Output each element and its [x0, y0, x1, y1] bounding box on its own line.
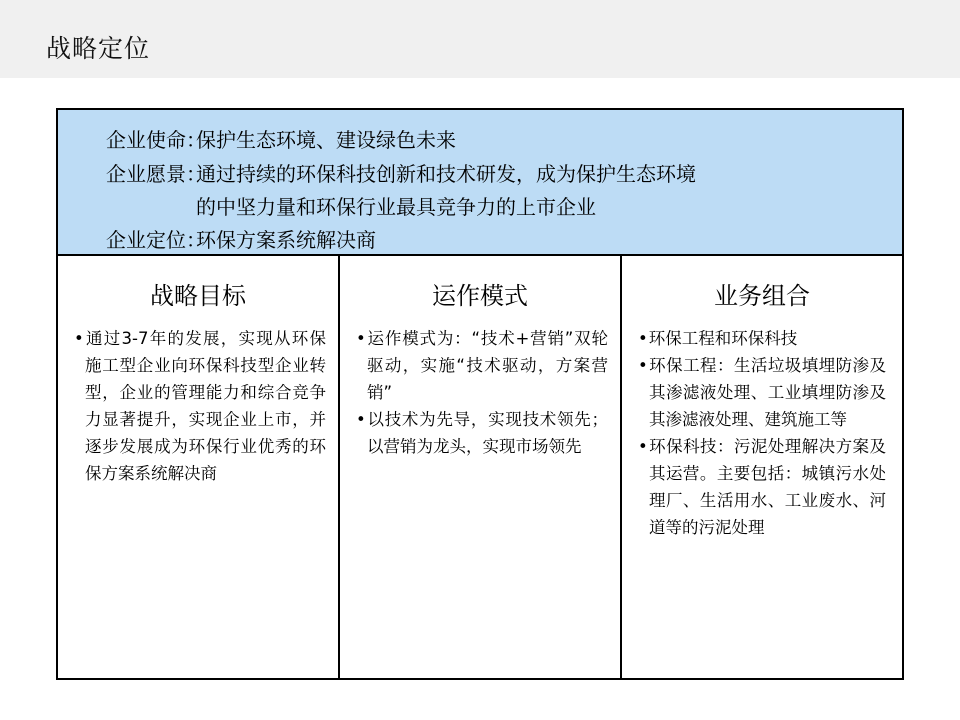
content-frame — [56, 108, 904, 680]
list-item: • 环保科技：污泥处理解决方案及其运营。主要包括：城镇污水处理厂、生活用水、工业废水、河道等的污泥处理 — [638, 433, 886, 541]
banner-text-positioning: 环保方案系统解决商 — [196, 228, 376, 252]
column-title-operating-model: 运作模式 — [432, 282, 528, 310]
bullet-list-business-portfolio — [622, 325, 902, 541]
list-item: • 运作模式为：“技术+营销”双轮驱动，实施“技术驱动，方案营销” — [356, 325, 608, 406]
banner-row-positioning — [58, 224, 902, 253]
columns-container — [58, 256, 902, 680]
banner-label-mission: 企业使命： — [106, 128, 206, 152]
banner-text-mission: 保护生态环境、建设绿色未来 — [196, 128, 456, 152]
banner-row-vision — [58, 158, 902, 187]
banner-label-positioning: 企业定位： — [106, 228, 206, 252]
column-title-business-portfolio: 业务组合 — [714, 282, 810, 310]
banner-row-vision-cont — [58, 191, 902, 220]
vision-banner — [58, 110, 902, 256]
list-item: • 以技术为先导，实现技术领先；以营销为龙头，实现市场领先 — [356, 406, 608, 460]
page-title: 战略定位 — [46, 34, 151, 63]
list-item: • 通过3-7年的发展，实现从环保施工型企业向环保科技型企业转型，企业的管理能力和综合竞争力显著提升，实现企业上市，并逐步发展成为环保行业优秀的环保方案系统解决商 — [74, 325, 326, 487]
bullet-list-strategic-goals — [58, 325, 338, 487]
banner-text-vision-cont: 的中坚力量和环保行业最具竞争力的上市企业 — [196, 195, 596, 219]
banner-row-mission — [58, 124, 902, 153]
bullet-list-operating-model — [340, 325, 620, 460]
column-business-portfolio — [622, 256, 902, 680]
column-strategic-goals — [58, 256, 340, 680]
list-item: • 环保工程和环保科技 — [638, 325, 886, 352]
list-item: • 环保工程：生活垃圾填埋防渗及其渗滤液处理、工业填埋防渗及其渗滤液处理、建筑施工等 — [638, 352, 886, 433]
banner-label-vision: 企业愿景： — [106, 162, 206, 186]
column-operating-model — [340, 256, 622, 680]
column-title-strategic-goals: 战略目标 — [150, 282, 246, 310]
banner-text-vision: 通过持续的环保科技创新和技术研发，成为保护生态环境 — [196, 162, 696, 186]
